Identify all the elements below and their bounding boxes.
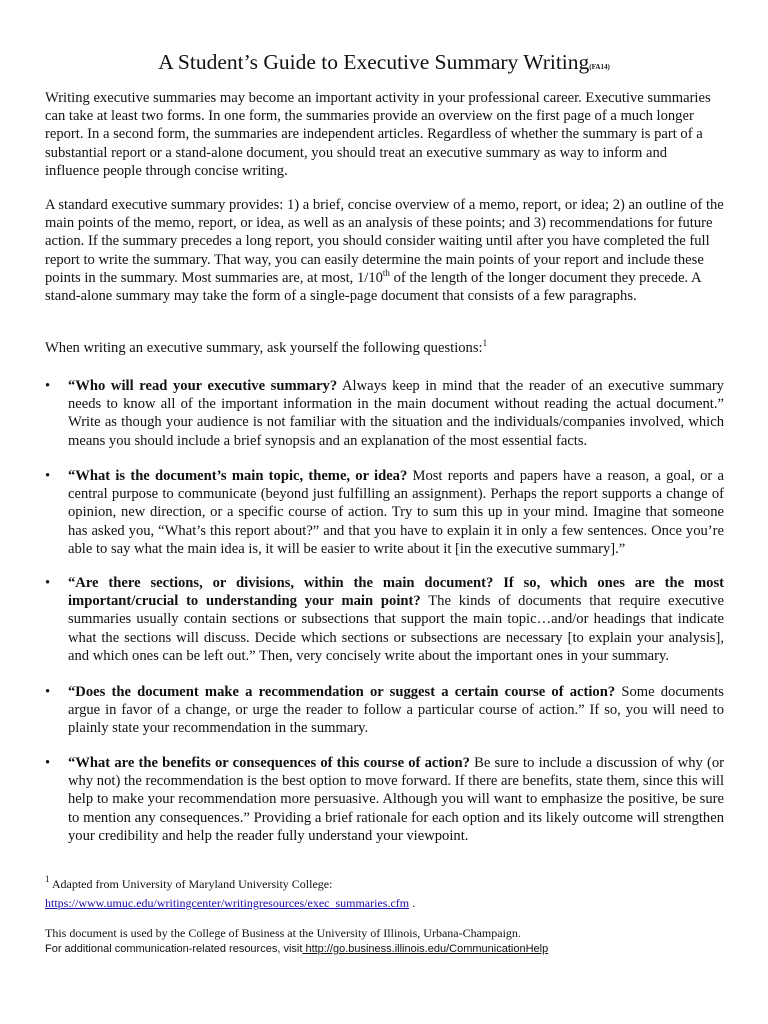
- footnote: [45, 874, 725, 892]
- footnote-reference: 1: [482, 338, 488, 348]
- list-item-text: [68, 467, 724, 558]
- paragraph-text-before: A standard executive summary provides: 1) a brief, concise overview of a memo, report, or idea; 2) an outline of the main points of the memo, report, or idea, as well as an analysis of these points; and 3) recommendations for future action. If the summary precedes a long report, you should consider waiting until after you have completed the full report to write the summary. That way, you can easily determine the main points of your report and include these points in the summary. Most summaries are, at most, 1/10: [45, 197, 724, 286]
- question-heading: “What are the benefits or consequences of this course of action?: [68, 755, 470, 771]
- question-heading: “Are there sections, or divisions, within the main document? If so, which ones are the most important/crucial to understanding your main point?: [68, 575, 724, 610]
- questions-intro-text: When writing an executive summary, ask yourself the following questions:: [45, 340, 483, 356]
- resources-line: [45, 942, 725, 957]
- list-item-text: [68, 574, 724, 665]
- question-body: Most reports and papers have a reason, a goal, or a central purpose to communicate (beyond just fulfilling an assignment). Perhaps the report supports a change of opinion, new direction, or a specific course of action. Try to sum this up in your mind. Imagine that someone has asked you, “What’s this report about?” and that you have to explain it in only a few sentences. Once you’re able to say what the main idea is, it will be easier to write about it [in the executive summary].”: [68, 468, 724, 557]
- footnote-url-after: .: [409, 896, 416, 910]
- footnote-link-line: [45, 896, 725, 911]
- question-heading: “What is the document’s main topic, theme, or idea?: [68, 468, 408, 484]
- question-body: Be sure to include a discussion of why (or why not) the recommendation is the best option to move forward. If there are benefits, state them, since this will help to make your recommendation more persuasive. Although you will want to emphasize the positive, be sure to mention any consequences.” Providing a brief rationale for each option and its likely outcome will strengthen your credibility and help the reader fully understand your viewpoint.: [68, 755, 724, 844]
- page-title: [0, 48, 768, 81]
- communication-help-link[interactable]: http://go.business.illinois.edu/CommunicationHelp: [302, 943, 549, 955]
- title-suffix: (FA14): [589, 63, 610, 71]
- bullet-icon: •: [45, 575, 51, 591]
- title-text: A Student’s Guide to Executive Summary Writing: [158, 50, 590, 74]
- footnote-marker: 1: [45, 874, 50, 884]
- paragraph-text-after: of the length of the longer document they precede. A stand-alone summary may take the form of a single-page document that consists of a few paragraphs.: [45, 269, 701, 305]
- questions-intro-paragraph: [45, 339, 725, 357]
- question-heading: “Who will read your executive summary?: [68, 378, 338, 394]
- resources-prefix: For additional communication-related resources, visit: [45, 943, 303, 955]
- question-body: Always keep in mind that the reader of an executive summary needs to know all of the important information in the main document without reading the actual document.” Write as though your audience is not familiar with the situation and the individuals/companies involved, which means you should include a brief synopsis and an explanation of the most essential facts.: [68, 378, 724, 449]
- footnote-url-link[interactable]: https://www.umuc.edu/writingcenter/writingresources/exec_summaries.cfm: [45, 896, 410, 910]
- standard-summary-paragraph: [45, 196, 725, 305]
- list-item-text: [68, 754, 724, 845]
- bullet-icon: •: [45, 378, 51, 394]
- intro-paragraph: Writing executive summaries may become an important activity in your professional career. Executive summaries can take at least two forms. In one form, the summaries provide an overview on the first page of a much longer report. In a second form, the summaries are independent articles. Regardless of whether the summary is part of a substantial report or a stand-alone document, you should treat an executive summary as way to inform and influence people through concise writing.: [45, 90, 711, 179]
- list-item-text: [68, 683, 724, 738]
- question-body: The kinds of documents that require executive summaries usually contain sections or subsections that support the main topic…and/or headings that indicate what the sections will discuss. Decide which sections or subsections are necessary [to explain your analysis], and which ones can be left out.” Then, very concisely write about the important ones in your summary.: [68, 593, 725, 664]
- footnote-text: Adapted from University of Maryland University College:: [49, 877, 333, 891]
- bullet-icon: •: [45, 684, 51, 700]
- bullet-icon: •: [45, 468, 51, 484]
- list-item-text: [68, 377, 724, 450]
- bullet-icon: •: [45, 755, 51, 771]
- ordinal-superscript: th: [382, 267, 390, 278]
- question-heading: “Does the document make a recommendation or suggest a certain course of action?: [68, 684, 616, 700]
- credit-line: This document is used by the College of Business at the University of Illinois, Urbana-Champaign.: [45, 926, 521, 940]
- question-body: Some documents argue in favor of a change, or urge the reader to follow a particular course of action.” If so, you will need to plainly state your recommendation in the summary.: [68, 684, 724, 737]
